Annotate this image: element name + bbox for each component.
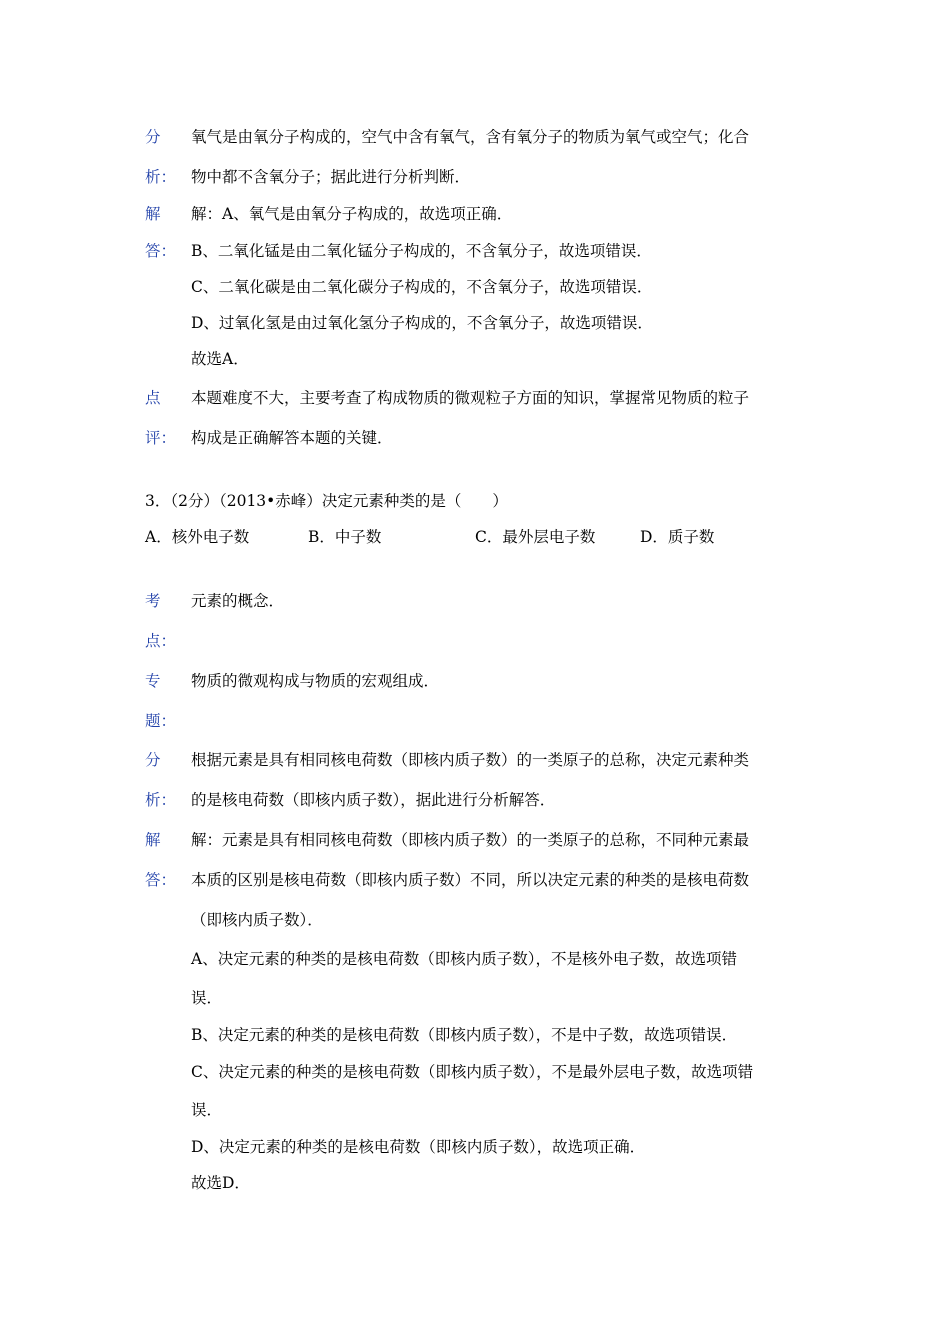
- prev-answer-label-1: 解: [145, 205, 161, 223]
- q3-topic-line-1: 物质的微观构成与物质的宏观组成．: [191, 672, 440, 690]
- q3-answer-row-4: [145, 940, 825, 979]
- prev-analysis-section: [145, 117, 825, 197]
- q3-analysis-label-1: 分: [145, 751, 161, 769]
- q3-point-row-1: [145, 581, 825, 621]
- prev-answer-row-1: [145, 196, 825, 233]
- prev-analysis-line-1: 氧气是由氧分子构成的，空气中含有氧气，含有氧分子的物质为氧气或空气；化合: [191, 128, 750, 146]
- prev-answer-line-3: C、二氧化碳是由二氧化碳分子构成的，不含氧分子，故选项错误．: [191, 278, 653, 296]
- q3-answer-line-7: C、决定元素的种类的是核电荷数（即核内质子数），不是最外层电子数，故选项错: [191, 1063, 754, 1081]
- option-c: C．最外层电子数: [475, 528, 596, 546]
- q3-point-section: [145, 581, 825, 661]
- q3-analysis-row-1: [145, 740, 825, 780]
- q3-point-line-1: 元素的概念．: [191, 592, 285, 610]
- prev-comment-line-1: 本题难度不大，主要考查了构成物质的微观粒子方面的知识，掌握常见物质的粒子: [191, 389, 750, 407]
- prev-comment-label-1: 点: [145, 389, 161, 407]
- prev-comment-section: [145, 378, 825, 458]
- q3-point-label-2: 点：: [145, 632, 177, 650]
- q3-answer-line-3: （即核内质子数）．: [191, 911, 323, 929]
- q3-answer-row-8: [145, 1091, 825, 1129]
- q3-topic-row-1: [145, 661, 825, 701]
- q3-answer-row-1: [145, 820, 825, 860]
- q3-topic-section: [145, 661, 825, 741]
- q3-topic-label-1: 专: [145, 672, 161, 690]
- prev-comment-label-2: 评：: [145, 429, 177, 447]
- q3-answer-row-6: [145, 1017, 825, 1053]
- q3-answer-line-9: D、决定元素的种类的是核电荷数（即核内质子数），故选项正确．: [191, 1138, 646, 1156]
- prev-comment-line-2: 构成是正确解答本题的关键．: [191, 429, 393, 447]
- q3-point-label-1: 考: [145, 592, 161, 610]
- q3-topic-label-2: 题：: [145, 712, 177, 730]
- q3-answer-row-9: [145, 1129, 825, 1165]
- q3-answer-row-3: [145, 901, 825, 940]
- option-b: B．中子数: [308, 528, 382, 546]
- q3-answer-row-7: [145, 1053, 825, 1091]
- q3-answer-line-10: 故选D．: [191, 1174, 250, 1192]
- prev-analysis-row-2: [145, 157, 825, 197]
- q3-answer-row-10: [145, 1165, 825, 1201]
- q3-answer-line-2: 本质的区别是核电荷数（即核内质子数）不同，所以决定元素的种类的是核电荷数: [191, 871, 750, 889]
- prev-answer-label-2: 答：: [145, 242, 177, 260]
- options-row: [145, 519, 825, 555]
- prev-answer-line-1: 解：A、氧气是由氧分子构成的，故选项正确．: [191, 205, 513, 223]
- q3-point-row-2: [145, 621, 825, 661]
- q3-answer-row-2: [145, 860, 825, 901]
- q3-analysis-row-2: [145, 780, 825, 820]
- q3-analysis-section: [145, 740, 825, 820]
- q3-analysis-label-2: 析：: [145, 791, 177, 809]
- prev-analysis-label-2: 析：: [145, 168, 177, 186]
- prev-answer-line-4: D、过氧化氢是由过氧化氢分子构成的，不含氧分子，故选项错误．: [191, 314, 653, 332]
- q3-answer-line-5: 误．: [191, 989, 223, 1007]
- q3-answer-row-5: [145, 979, 825, 1017]
- prev-answer-row-3: [145, 269, 825, 305]
- q3-answer-line-6: B、决定元素的种类的是核电荷数（即核内质子数），不是中子数，故选项错误．: [191, 1026, 738, 1044]
- q3-analysis-line-2: 的是核电荷数（即核内质子数），据此进行分析解答．: [191, 791, 556, 809]
- q3-topic-row-2: [145, 701, 825, 741]
- prev-answer-row-5: [145, 341, 825, 377]
- q3-answer-section: [145, 820, 825, 1201]
- q3-answer-label-2: 答：: [145, 871, 177, 889]
- prev-analysis-line-2: 物中都不含氧分子；据此进行分析判断．: [191, 168, 471, 186]
- prev-analysis-row-1: [145, 117, 825, 157]
- prev-analysis-label-1: 分: [145, 128, 161, 146]
- q3-answer-line-1: 解：元素是具有相同核电荷数（即核内质子数）的一类原子的总称，不同种元素最: [191, 831, 750, 849]
- prev-answer-line-5: 故选A．: [191, 350, 249, 368]
- question-stem: 3．（2分）（2013•赤峰）决定元素种类的是（ ）: [145, 492, 508, 510]
- q3-analysis-line-1: 根据元素是具有相同核电荷数（即核内质子数）的一类原子的总称，决定元素种类: [191, 751, 750, 769]
- prev-answer-row-4: [145, 305, 825, 341]
- prev-answer-line-2: B、二氧化锰是由二氧化锰分子构成的，不含氧分子，故选项错误．: [191, 242, 652, 260]
- q3-answer-line-4: A、决定元素的种类的是核电荷数（即核内质子数），不是核外电子数，故选项错: [191, 950, 737, 968]
- question-3: [145, 483, 825, 555]
- prev-comment-row-2: [145, 418, 825, 458]
- option-d: D．质子数: [640, 528, 715, 546]
- option-a: A．核外电子数: [145, 528, 250, 546]
- question-stem-row: [145, 483, 825, 519]
- q3-answer-line-8: 误．: [191, 1101, 223, 1119]
- q3-answer-label-1: 解: [145, 831, 161, 849]
- prev-comment-row-1: [145, 378, 825, 418]
- prev-answer-row-2: [145, 233, 825, 269]
- prev-answer-section: [145, 196, 825, 377]
